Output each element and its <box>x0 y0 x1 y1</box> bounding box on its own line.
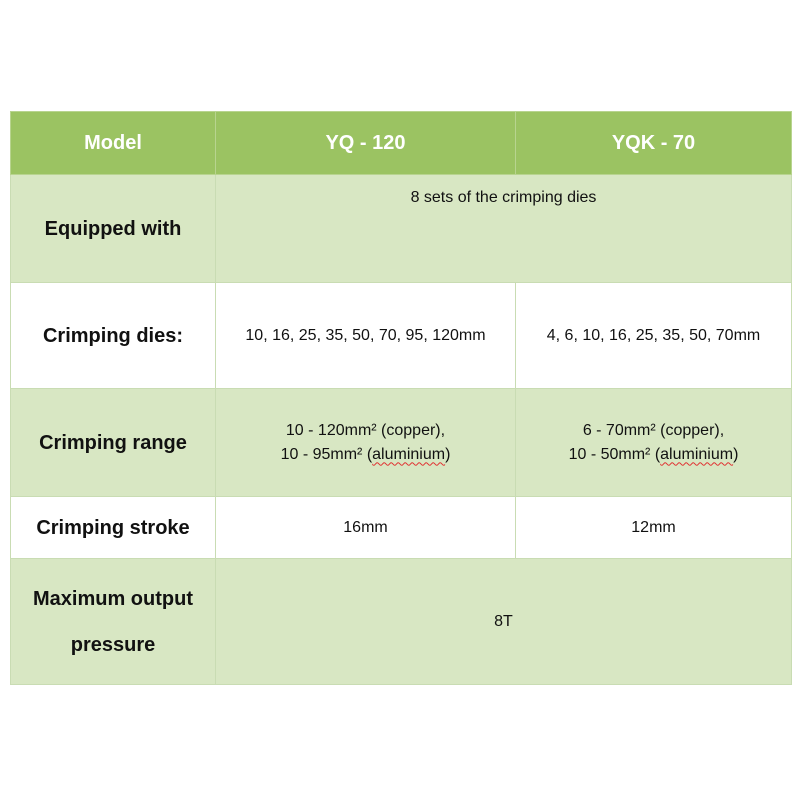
range-yqk-line2-post: ) <box>733 445 739 463</box>
range-yqk-value <box>516 419 791 467</box>
range-yq-line2-pre: 10 - 95mm² ( <box>280 445 373 463</box>
equipped-label: Equipped with <box>44 217 182 240</box>
stroke-yq-cell <box>216 497 516 559</box>
yq-120-header-label: YQ - 120 <box>325 131 406 154</box>
range-yq-cell <box>216 389 516 497</box>
equipped-label-cell <box>11 175 216 283</box>
pressure-row <box>11 559 792 685</box>
stroke-row <box>11 497 792 559</box>
pressure-label-line2: pressure <box>70 633 156 656</box>
equipped-row <box>11 175 792 283</box>
range-label-cell <box>11 389 216 497</box>
dies-yq-value: 10, 16, 25, 35, 50, 70, 95, 120mm <box>245 326 486 344</box>
pressure-value-cell <box>216 559 792 685</box>
stroke-yqk-cell <box>516 497 792 559</box>
dies-label: Crimping dies: <box>42 324 183 347</box>
range-yq-value <box>216 419 515 467</box>
equipped-value-cell <box>216 175 792 283</box>
spec-table <box>10 111 792 685</box>
range-yqk-line2-pre: 10 - 50mm² ( <box>568 445 661 463</box>
stroke-label: Crimping stroke <box>36 516 190 539</box>
range-yqk-cell <box>516 389 792 497</box>
range-row <box>11 389 792 497</box>
range-yq-spellcheck-word: aluminium <box>372 445 446 463</box>
range-yq-line2 <box>216 443 515 467</box>
yqk-70-header-label: YQK - 70 <box>611 131 696 154</box>
stroke-yqk-value: 12mm <box>631 518 676 536</box>
dies-row <box>11 283 792 389</box>
range-yqk-line1: 6 - 70mm² (copper), <box>582 421 725 439</box>
dies-yqk-cell <box>516 283 792 389</box>
model-header-label: Model <box>84 131 142 154</box>
equipped-value: 8 sets of the crimping dies <box>410 189 597 206</box>
pressure-value: 8T <box>494 612 513 630</box>
range-yq-line2-post: ) <box>445 445 451 463</box>
range-yq-line1: 10 - 120mm² (copper), <box>285 421 446 439</box>
header-row <box>11 112 792 175</box>
stroke-label-cell <box>11 497 216 559</box>
pressure-label-cell <box>11 559 216 685</box>
dies-label-cell <box>11 283 216 389</box>
pressure-label-line1: Maximum output <box>33 587 193 610</box>
range-yqk-line2 <box>516 443 791 467</box>
yq-120-header <box>216 112 516 175</box>
dies-yq-cell <box>216 283 516 389</box>
dies-yqk-value: 4, 6, 10, 16, 25, 35, 50, 70mm <box>546 326 761 344</box>
range-yqk-spellcheck-word: aluminium <box>660 445 734 463</box>
yqk-70-header <box>516 112 792 175</box>
range-label: Crimping range <box>39 431 187 454</box>
model-header <box>11 112 216 175</box>
stroke-yq-value: 16mm <box>343 518 388 536</box>
